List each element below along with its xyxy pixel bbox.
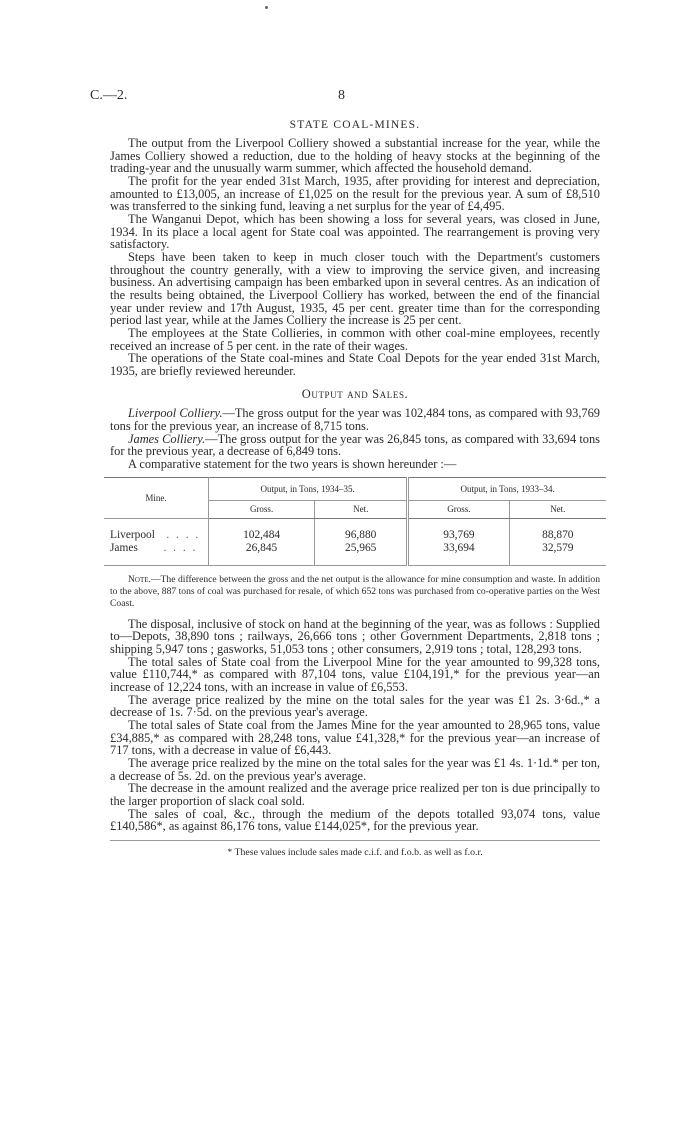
james-lead: James Colliery. bbox=[128, 431, 206, 446]
paragraph-table-intro: A comparative statement for the two years is shown hereunder :— bbox=[128, 457, 457, 472]
paragraph-liverpool-output bbox=[110, 407, 600, 432]
paragraph-james-output bbox=[110, 433, 600, 458]
mine-column-header: Mine. bbox=[104, 477, 209, 518]
net-1933-34-cell: 32,579 bbox=[509, 542, 606, 566]
table-note bbox=[110, 574, 600, 610]
net-header-1934-35: Net. bbox=[315, 500, 408, 518]
paragraph-depot-sales: The sales of coal, &c., through the medium of the depots totalled 93,074 tons, value £140,586*, as against 86,176 tons, value £144,025*, for the previous year. bbox=[110, 806, 600, 834]
net-1934-35-cell: 96,880 bbox=[315, 518, 408, 542]
leader-dots: . . . . bbox=[163, 542, 198, 555]
page-content bbox=[110, 118, 600, 859]
liverpool-lead: Liverpool Colliery. bbox=[128, 406, 223, 421]
liverpool-text: —The gross output for the year was 102,484 tons, as compared with 93,769 tons for the previous year, an increase of 8,715 tons. bbox=[110, 406, 601, 434]
group-header-1934-35: Output, in Tons, 1934–35. bbox=[209, 477, 408, 500]
mine-name: Liverpool bbox=[110, 529, 155, 542]
footnote-divider bbox=[110, 840, 600, 841]
note-label: Note. bbox=[128, 573, 151, 585]
paragraph-customer-outreach: Steps have been taken to keep in much closer touch with the Department's customers throughout the country generally, with a view to improving the service given, and increasing business. An advertising campaign has been embarked upon in several centres. As an indication of the results being obtained, the Liverpool Colliery has worked, between the end of the financial year under review and 17th August, 1935, 45 per cent. greater time than for the corresponding period last year, while at the James Colliery the increase is 25 per cent. bbox=[110, 249, 600, 328]
footnote: * These values include sales made c.i.f. and f.o.b. as well as f.o.r. bbox=[227, 846, 483, 858]
paragraph-james-average-price: The average price realized by the mine on the total sales for the year was £1 4s. 1·1d.* per ton, a decrease of 5s. 2d. on the previous year's average. bbox=[110, 755, 600, 783]
paragraph-profit: The profit for the year ended 31st March, 1935, after providing for interest and depreciation, amounted to £13,005, an increase of £1,025 on the result for the previous year. A sum of £8,510 was transferred to the sinking fund, leaving a net surplus for the year of £4,495. bbox=[110, 173, 600, 214]
output-comparison-table bbox=[104, 477, 606, 566]
paragraph-liverpool-average-price: The average price realized by the mine on the total sales for the year was £1 2s. 3·6d.,* a decrease of 1s. 7·5d. on the previous year's average. bbox=[110, 692, 600, 720]
page-header bbox=[90, 88, 610, 106]
gross-1933-34-cell: 33,694 bbox=[408, 542, 509, 566]
gross-1934-35-cell: 102,484 bbox=[209, 518, 315, 542]
gross-1933-34-cell: 93,769 bbox=[408, 518, 509, 542]
paragraph-liverpool-sales: The total sales of State coal from the Liverpool Mine for the year amounted to 99,328 tons, value £110,744,* as compared with 87,104 tons, value £104,191,* for the previous year—an increase of 12,224 tons, with an increase in value of £6,553. bbox=[110, 654, 600, 695]
scan-speck bbox=[265, 6, 268, 9]
table-row bbox=[104, 518, 606, 542]
paragraph-james-sales: The total sales of State coal from the James Mine for the year amounted to 28,965 tons, value £34,885,* as compared with 28,248 tons, value £41,328,* for the previous year—an increase of 717 tons, with a decrease in value of £6,443. bbox=[110, 718, 600, 758]
paragraph-disposal: The disposal, inclusive of stock on hand at the beginning of the year, was as follows : Supplied to—Depots, 38,890 tons ; railways, 26,666 tons ; other Government Departments, 2,818 tons ; shipping 5,947 tons ; gasworks, 51,053 tons ; other consumers, 2,919 tons ; total, 128,293 tons. bbox=[110, 616, 600, 657]
net-1934-35-cell: 25,965 bbox=[315, 542, 408, 566]
paragraph-decrease-reason: The decrease in the amount realized and the average price realized per ton is due principally to the larger proportion of slack coal sold. bbox=[110, 781, 600, 808]
net-header-1933-34: Net. bbox=[509, 500, 606, 518]
table-row bbox=[104, 542, 606, 566]
document-reference: C.—2. bbox=[90, 88, 128, 103]
section-title-state-coal-mines: STATE COAL-MINES. bbox=[289, 119, 421, 131]
paragraph-wages: The employees at the State Collieries, in common with other coal-mine employees, recently received an increase of 5 per cent. in the rate of their wages. bbox=[110, 325, 600, 353]
mine-name: James bbox=[110, 542, 138, 555]
page-number: 8 bbox=[338, 88, 345, 103]
section-title-output-and-sales: Output and Sales. bbox=[301, 387, 409, 402]
paragraph-wanganui-depot: The Wanganui Depot, which has been showing a loss for several years, was closed in June, 1934. In its place a local agent for State coal was appointed. The rearrangement is proving very satisfactory. bbox=[110, 211, 600, 252]
gross-header-1933-34: Gross. bbox=[408, 500, 509, 518]
leader-dots: . . . . bbox=[166, 529, 201, 542]
note-text: —The difference between the gross and the net output is the allowance for mine consumption and waste. In addition to the above, 887 tons of coal was purchased for resale, of which 652 tons was purchased from co-operative parties on the West Coast. bbox=[110, 573, 600, 609]
gross-1934-35-cell: 26,845 bbox=[209, 542, 315, 566]
paragraph-output-overview: The output from the Liverpool Colliery showed a substantial increase for the year, while the James Colliery showed a reduction, due to the holding of heavy stocks at the beginning of the trading-year and the unusually warm summer, which affected the household demand. bbox=[110, 136, 600, 176]
net-1933-34-cell: 88,870 bbox=[542, 529, 574, 542]
paragraph-operations-review: The operations of the State coal-mines and State Coal Depots for the year ended 31st March, 1935, are briefly reviewed hereunder. bbox=[110, 351, 600, 378]
group-header-1933-34: Output, in Tons, 1933–34. bbox=[408, 477, 606, 500]
james-text: —The gross output for the year was 26,845 tons, as compared with 33,694 tons for the previous year, a decrease of 6,849 tons. bbox=[110, 431, 600, 459]
mine-cell bbox=[104, 542, 209, 566]
gross-header-1934-35: Gross. bbox=[209, 500, 315, 518]
mine-cell bbox=[104, 518, 209, 542]
